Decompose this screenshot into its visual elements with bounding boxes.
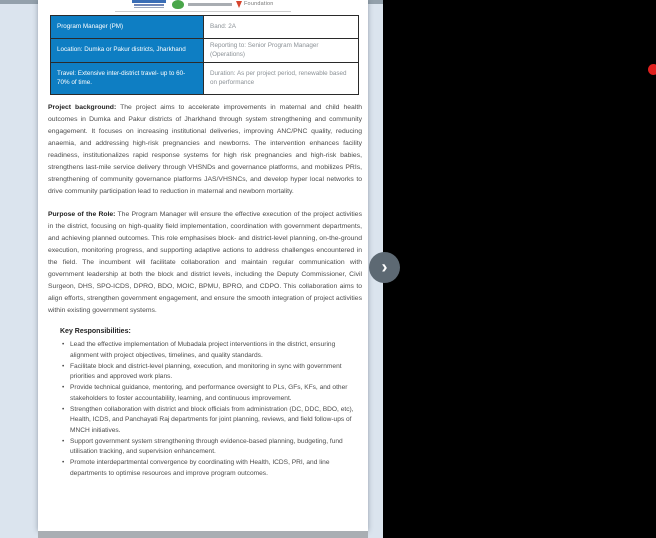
chevron-right-icon: › bbox=[381, 256, 388, 277]
partner-logo-1-icon bbox=[132, 0, 170, 9]
page-bottom-band bbox=[38, 531, 368, 538]
table-cell-reporting: Reporting to: Senior Program Manager (Operations) bbox=[204, 39, 358, 63]
foundation-logo-label: Foundation bbox=[244, 1, 274, 7]
project-background-label: Project background: bbox=[48, 104, 117, 111]
header-divider bbox=[115, 11, 291, 12]
purpose-of-role-text: The Program Manager will ensure the effective execution of the project activities in the district, focusing on high-quality field implementation, coordination with government departments, and achieving planned outcomes. This role emphasises block- and district-level planning, on-the-ground execution, monitoring progress, and supporting adaptive actions to address challenges encountered in the field. The incumbent will facilitate collaboration and maintain regular communication with government leadership at both the block and district levels, including the Deputy Commissioner, Civil Surgeon, DHS, SPO-ICDS, DPRO, BDO, MOIC, BPMU, BPRO, and CDPO. This collaboration aims to align efforts, strengthen government engagement, and ensure the smooth integration of project activities within existing government systems. bbox=[48, 211, 362, 314]
document-page bbox=[38, 0, 368, 531]
list-item: • Support government system strengthening through evidence-based planning, budgeting, fund utilisation tracking, and supervision enhancement. bbox=[70, 437, 358, 458]
project-background-text: The project aims to accelerate improvements in maternal and child health outcomes in Dumka and Pakur districts of Jharkhand through system strengthening and community engagement. It focuses on increasing institutional deliveries, improving ANC/PNC quality, reducing anaemia, and addressing high-risk pregnancies and newborns. The intervention enhances facility readiness, institutionalizes rapid response systems for high risk pregnancies and high-risk babies, strengthens last-mile service delivery through VHSNDs and governance platforms, and mobilizes PRIs, strengthening of community governance platforms JAS/VHSNCs, and develop hyper local networks to drive community participation lead to reduction in maternal and newborn mortality. bbox=[48, 104, 362, 195]
partner-logos-strip bbox=[38, 0, 368, 11]
list-item: • Provide technical guidance, mentoring, and performance oversight to PLs, GFs, KFs, and other stakeholders to foster accountability, learning, and continuous improvement. bbox=[70, 383, 358, 404]
project-background-paragraph bbox=[48, 102, 362, 198]
red-dot-indicator bbox=[648, 64, 656, 75]
table-cell-travel: Travel: Extensive inter-district travel- up to 60-70% of time. bbox=[51, 63, 204, 94]
key-responsibilities-heading: Key Responsibilities: bbox=[60, 328, 131, 335]
list-item: • Strengthen collaboration with district and block officials from administration (DC, DDC, BDO, etc), Health, ICDS, and Panchayati Raj departments for joint planning, reviews, and field follow-ups of MNCH initiatives. bbox=[70, 405, 358, 437]
list-item: • Facilitate block and district-level planning, execution, and monitoring in sync with government priorities and approved work plans. bbox=[70, 362, 358, 383]
job-summary-table bbox=[50, 15, 359, 95]
purpose-of-role-paragraph bbox=[48, 209, 362, 317]
table-cell-title: Program Manager (PM) bbox=[51, 16, 204, 39]
table-cell-band: Band: 2A bbox=[204, 16, 358, 39]
list-item: • Lead the effective implementation of Mubadala project interventions in the district, ensuring alignment with project objectives, timelines, and quality standards. bbox=[70, 340, 358, 361]
table-cell-duration: Duration: As per project period, renewable based on performance bbox=[204, 63, 358, 94]
document-body bbox=[48, 102, 362, 480]
responsibilities-list bbox=[60, 340, 358, 479]
next-page-button[interactable] bbox=[369, 252, 400, 283]
partner-logo-2-leaf-icon bbox=[172, 0, 184, 9]
partner-logo-2-wordmark bbox=[188, 3, 232, 6]
foundation-logo-icon bbox=[236, 1, 242, 8]
purpose-of-role-label: Purpose of the Role: bbox=[48, 211, 116, 218]
table-cell-location: Location: Dumka or Pakur districts, Jharkhand bbox=[51, 39, 204, 63]
list-item: • Promote interdepartmental convergence by coordinating with Health, ICDS, PRI, and line departments to optimise resources and improve program outcomes. bbox=[70, 458, 358, 479]
